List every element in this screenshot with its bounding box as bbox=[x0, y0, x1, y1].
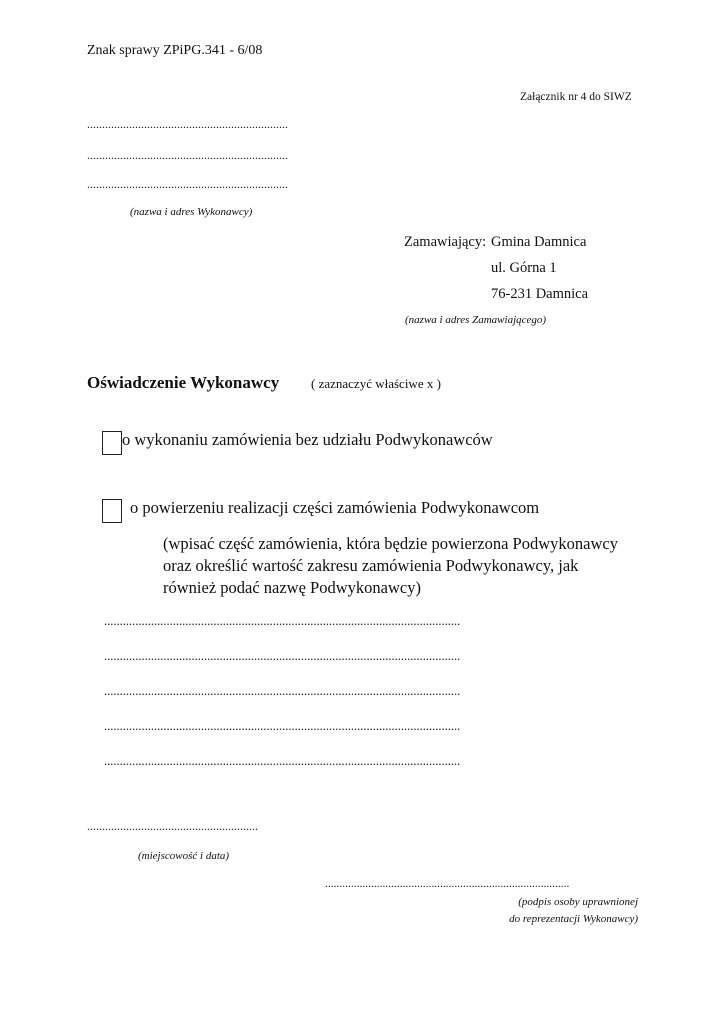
option1-label: o wykonaniu zamówienia bez udziału Podwykonawców bbox=[122, 430, 493, 449]
contractor-caption: (nazwa i adres Wykonawcy) bbox=[130, 206, 253, 218]
option2-checkbox[interactable] bbox=[102, 499, 122, 523]
option1-checkbox[interactable] bbox=[102, 431, 122, 455]
fill-line-5[interactable]: .................................................................................................................. bbox=[104, 754, 461, 768]
instruction-line-3: również podać nazwę Podwykonawcy) bbox=[163, 578, 421, 597]
signature-line[interactable]: ..................................................................................... bbox=[325, 878, 570, 890]
attachment-label: Załącznik nr 4 do SIWZ bbox=[520, 91, 632, 103]
option2-label: o powierzeniu realizacji części zamówienia Podwykonawcom bbox=[130, 498, 540, 517]
contractor-line-2[interactable]: ................................................................... bbox=[87, 148, 288, 162]
client-caption: (nazwa i adres Zamawiającego) bbox=[405, 314, 547, 326]
instruction-line-2: oraz określić wartość zakresu zamówienia Podwykonawcy, jak bbox=[163, 556, 579, 575]
place-date-line[interactable]: ......................................................... bbox=[87, 819, 258, 833]
client-street: ul. Górna 1 bbox=[491, 260, 557, 276]
signature-caption-1: (podpis osoby uprawnionej bbox=[518, 896, 638, 908]
instruction-line-1: (wpisać część zamówienia, która będzie powierzona Podwykonawcy bbox=[163, 534, 618, 553]
case-number: Znak sprawy ZPiPG.341 - 6/08 bbox=[87, 43, 263, 58]
client-label: Zamawiający: bbox=[404, 234, 487, 250]
client-name: Gmina Damnica bbox=[491, 234, 587, 250]
fill-line-3[interactable]: .................................................................................................................. bbox=[104, 684, 461, 698]
fill-line-1[interactable]: .................................................................................................................. bbox=[104, 614, 461, 628]
statement-hint: ( zaznaczyć właściwe x ) bbox=[311, 376, 441, 391]
fill-line-2[interactable]: .................................................................................................................. bbox=[104, 649, 461, 663]
place-date-caption: (miejscowość i data) bbox=[138, 850, 230, 862]
contractor-line-1[interactable]: ................................................................... bbox=[87, 117, 288, 131]
signature-caption-2: do reprezentacji Wykonawcy) bbox=[509, 913, 638, 925]
client-city: 76-231 Damnica bbox=[491, 286, 589, 302]
statement-title: Oświadczenie Wykonawcy bbox=[87, 373, 280, 392]
contractor-line-3[interactable]: ................................................................... bbox=[87, 177, 288, 191]
fill-line-4[interactable]: .................................................................................................................. bbox=[104, 719, 461, 733]
